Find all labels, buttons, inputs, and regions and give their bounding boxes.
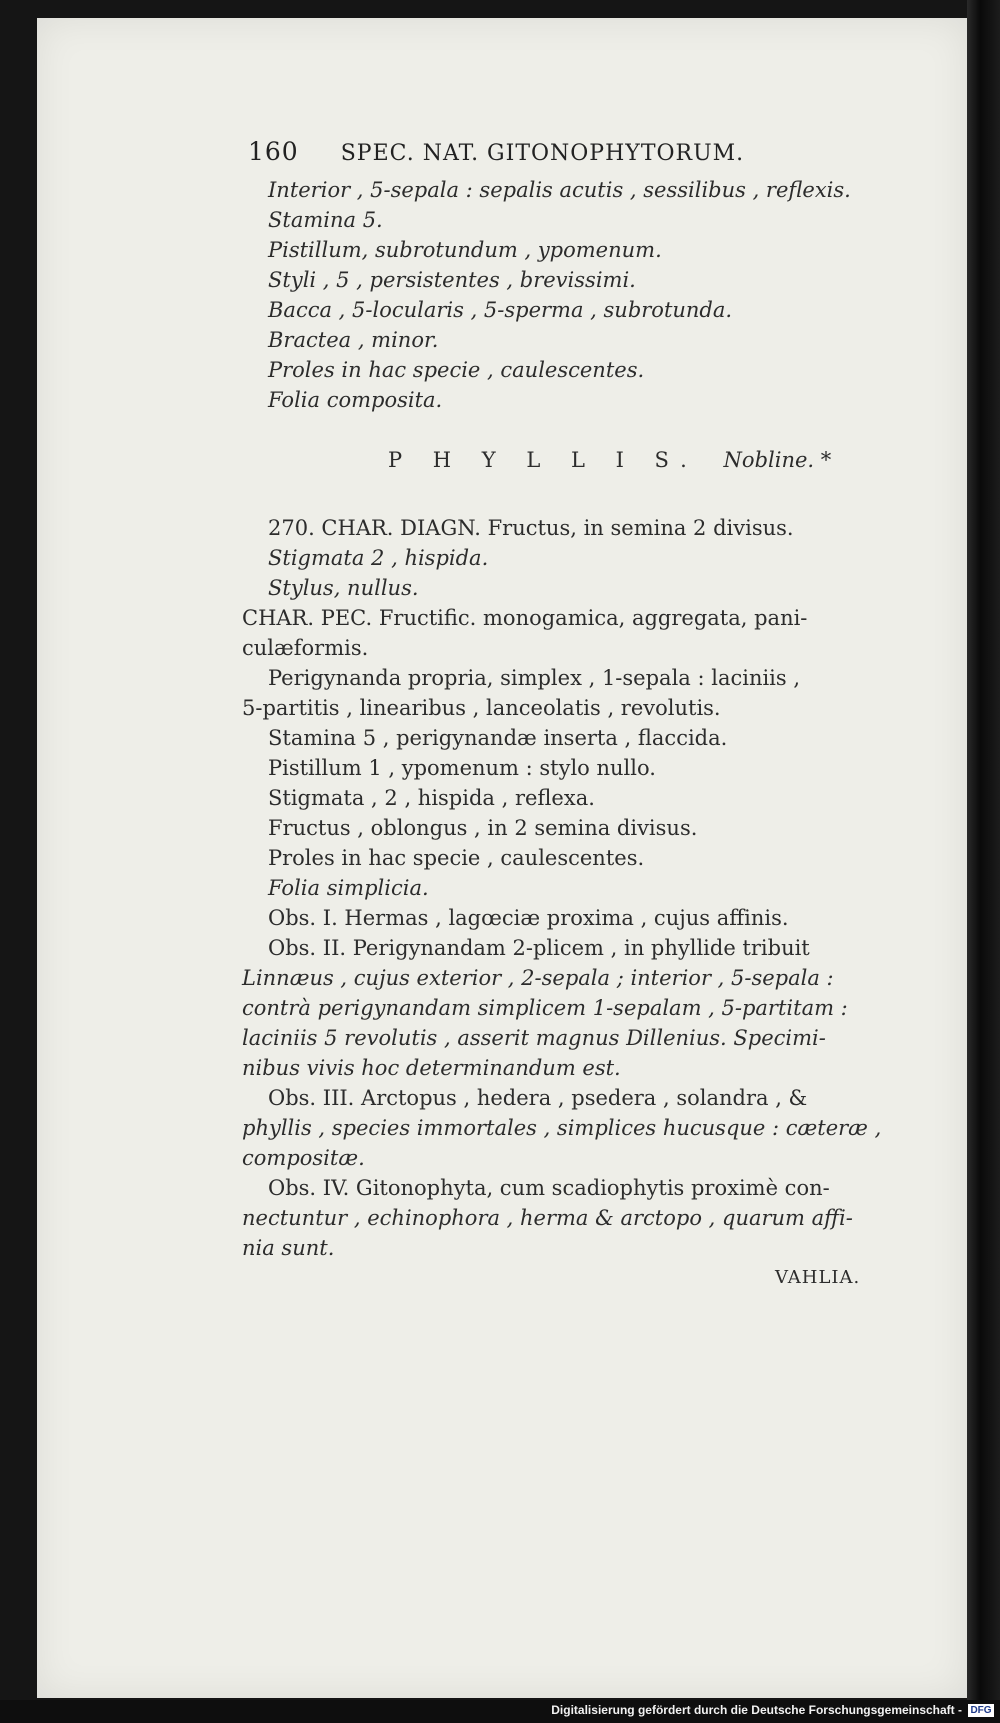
text-line: Obs. III. Arctopus , hedera , psedera , solandra , & [268, 1086, 808, 1110]
text-line: nectuntur , echinophora , herma & arctopo , quarum affi- [242, 1206, 853, 1230]
text-line: Proles in hac specie , caulescentes. [268, 846, 645, 870]
text-line: nia sunt. [242, 1236, 335, 1260]
text-line: Fructus , oblongus , in 2 semina divisus. [268, 816, 698, 840]
text-line: nibus vivis hoc determinandum est. [242, 1056, 621, 1080]
text-line: Stamina 5 , perigynandæ inserta , flaccida. [268, 726, 728, 750]
text-line: laciniis 5 revolutis , asserit magnus Dillenius. Specimi- [242, 1026, 826, 1050]
text-line: Stigmata 2 , hispida. [268, 546, 489, 570]
text-line: Pistillum 1 , ypomenum : stylo nullo. [268, 756, 656, 780]
running-title: SPEC. NAT. GITONOPHYTORUM. [340, 141, 745, 166]
text-line: Proles in hac specie , caulescentes. [268, 358, 645, 382]
text-line: Bractea , minor. [268, 328, 439, 352]
text-line: Obs. II. Perigynandam 2-plicem , in phyllide tribuit [268, 936, 810, 960]
text-line: culæformis. [242, 636, 369, 660]
text-line: Obs. IV. Gitonophyta, cum scadiophytis proximè con- [268, 1176, 830, 1200]
footer-credit: Digitalisierung gefördert durch die Deutsche Forschungsgemeinschaft - [551, 1703, 962, 1717]
text-line: Bacca , 5-locularis , 5-sperma , subrotunda. [268, 298, 733, 322]
text-line: Styli , 5 , persistentes , brevissimi. [268, 268, 636, 292]
page-number: 160 [248, 137, 299, 166]
catchword: VAHLIA. [775, 1267, 861, 1288]
book-spine [967, 0, 1000, 1723]
text-line: Interior , 5-sepala : sepalis acutis , sessilibus , reflexis. [268, 178, 851, 202]
text-line: Obs. I. Hermas , lagœciæ proxima , cujus affinis. [268, 906, 789, 930]
text-line: compositæ. [242, 1146, 365, 1170]
text-line: phyllis , species immortales , simplices hucusque : cæteræ , [242, 1116, 882, 1140]
text-line: Perigynanda propria, simplex , 1-sepala : laciniis , [268, 666, 801, 690]
text-line: 5-partitis , linearibus , lanceolatis , revolutis. [242, 696, 721, 720]
text-line: Linnæus , cujus exterior , 2-sepala ; interior , 5-sepala : [242, 966, 834, 990]
text-line: Stigmata , 2 , hispida , reflexa. [268, 786, 595, 810]
text-line: Folia simplicia. [268, 876, 429, 900]
text-line: Folia composita. [268, 388, 443, 412]
text-line: Stamina 5. [268, 208, 383, 232]
text-line: Pistillum, subrotundum , ypomenum. [268, 238, 662, 262]
text-line: CHAR. PEC. Fructific. monogamica, aggregata, pani- [242, 606, 808, 630]
text-line: Stylus, nullus. [268, 576, 419, 600]
page-header [248, 137, 744, 166]
genus-name: P H Y L L I S. [388, 448, 699, 472]
common-name: Nobline. * [723, 448, 832, 472]
text-line: 270. CHAR. DIAGN. Fructus, in semina 2 divisus. [268, 516, 794, 540]
text-line: contrà perigynandam simplicem 1-sepalam , 5-partitam : [242, 996, 848, 1020]
section-heading [388, 448, 831, 472]
dfg-logo: DFG [968, 1704, 994, 1717]
